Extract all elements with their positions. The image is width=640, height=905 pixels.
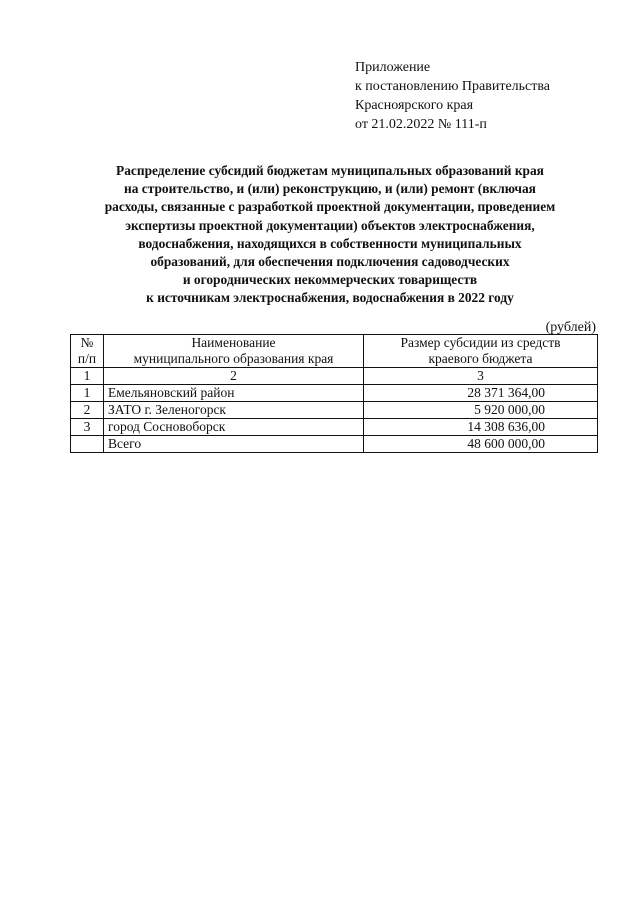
appendix-line: от 21.02.2022 № 111-п	[355, 117, 487, 132]
row-num: 1	[71, 385, 104, 402]
row-amount: 14 308 636,00	[364, 419, 598, 436]
row-name: город Сосновоборск	[104, 419, 364, 436]
row-name: Емельяновский район	[104, 385, 364, 402]
appendix-line: к постановлению Правительства	[355, 79, 551, 94]
title-line: Распределение субсидий бюджетам муниципальных образований края	[116, 163, 544, 178]
title-line: к источникам электроснабжения, водоснабжения в 2022 году	[146, 290, 514, 306]
title-line: и огороднических некоммерческих товариществ	[182, 272, 478, 288]
title-line: образований, для обеспечения подключения садоводческих	[150, 254, 510, 270]
header-amount-line1: Размер субсидии из средств	[400, 335, 561, 350]
document-title	[60, 162, 600, 308]
total-row	[71, 436, 598, 453]
table-row	[71, 385, 598, 402]
unit-label: (рублей)	[545, 320, 596, 335]
header-num	[71, 335, 104, 368]
header-name-line1: Наименование	[191, 335, 276, 350]
column-index: 2	[104, 368, 364, 385]
appendix-line: Приложение	[355, 60, 431, 75]
row-amount: 5 920 000,00	[364, 402, 598, 419]
header-num-line1: №	[80, 335, 94, 350]
total-amount: 48 600 000,00	[364, 436, 598, 453]
row-num: 2	[71, 402, 104, 419]
table-row	[71, 402, 598, 419]
subsidies-table	[70, 334, 598, 453]
header-name-line2: муниципального образования края	[133, 351, 334, 366]
total-num	[71, 436, 104, 453]
column-index: 3	[364, 368, 598, 385]
title-line: расходы, связанные с разработкой проектной документации, проведением	[104, 199, 556, 215]
title-line: на строительство, и (или) реконструкцию, и (или) ремонт (включая	[124, 181, 536, 197]
row-amount: 28 371 364,00	[364, 385, 598, 402]
total-label: Всего	[104, 436, 364, 453]
header-name	[104, 335, 364, 368]
title-line: водоснабжения, находящихся в собственности муниципальных	[138, 235, 522, 251]
header-num-line2: п/п	[77, 351, 97, 366]
column-index-row	[71, 368, 598, 385]
appendix-line: Красноярского края	[355, 98, 474, 113]
row-name: ЗАТО г. Зеленогорск	[104, 402, 364, 419]
header-amount	[364, 335, 598, 368]
title-line: экспертизы проектной документации) объектов электроснабжения,	[125, 217, 535, 233]
header-amount-line2: краевого бюджета	[428, 351, 533, 366]
table-row	[71, 419, 598, 436]
table-header-row	[71, 335, 598, 368]
appendix-block	[355, 58, 550, 134]
row-num: 3	[71, 419, 104, 436]
column-index: 1	[71, 368, 104, 385]
